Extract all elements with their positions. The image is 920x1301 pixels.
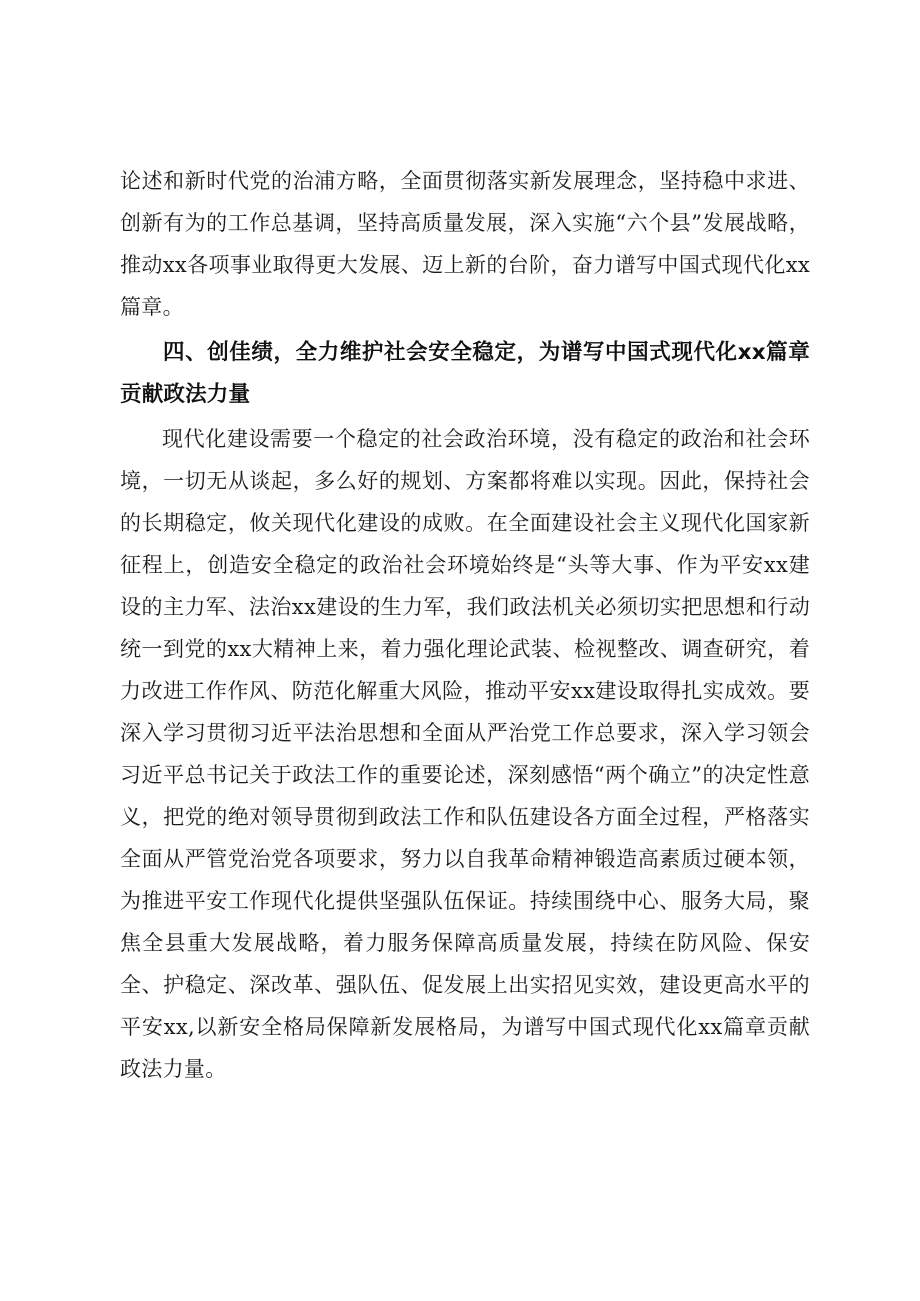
section-heading: 四、创佳绩，全力维护社会安全稳定，为谱写中国式现代化xx篇章贡献政法力量	[120, 340, 810, 407]
document-body	[120, 160, 810, 1090]
body-paragraph: 现代化建设需要一个稳定的社会政治环境，没有稳定的政治和社会环境，一切无从谈起，多么好的规划、方案都将难以实现。因此，保持社会的长期稳定，攸关现代化建设的成败。在全面建设社会主义现代化国家新征程上，创造安全稳定的政治社会环境始终是“头等大事、作为平安xx建设的主力军、法治xx建设的生力军，我们政法机关必须切实把思想和行动统一到党的xx大精神上来，着力强化理论武装、检视整改、调查研究，着力改进工作作风、防范化解重大风险，推动平安xx建设取得扎实成效。要深入学习贯彻习近平法治思想和全面从严治党工作总要求，深入学习领会习近平总书记关于政法工作的重要论述，深刻感悟“两个确立”的决定性意义，把党的绝对领导贯彻到政法工作和队伍建设各方面全过程，严格落实全面从严管党治党各项要求，努力以自我革命精神锻造高素质过硬本领，为推进平安工作现代化提供坚强队伍保证。持续围绕中心、服务大局，聚焦全县重大发展战略，着力服务保障高质量发展，持续在防风险、保安全、护稳定、深改革、强队伍、促发展上出实招见实效，建设更高水平的平安xx,以新安全格局保障新发展格局，为谱写中国式现代化xx篇章贡献政法力量。	[120, 427, 810, 1081]
continuation-paragraph: 论述和新时代党的治浦方略，全面贯彻落实新发展理念，坚持稳中求进、创新有为的工作总基调，坚持高质量发展，深入实施“六个县”发展战略，推动xx各项事业取得更大发展、迈上新的台阶，奋力谱写中国式现代化xx篇章。	[120, 169, 810, 319]
section-heading-wrap	[120, 332, 810, 416]
